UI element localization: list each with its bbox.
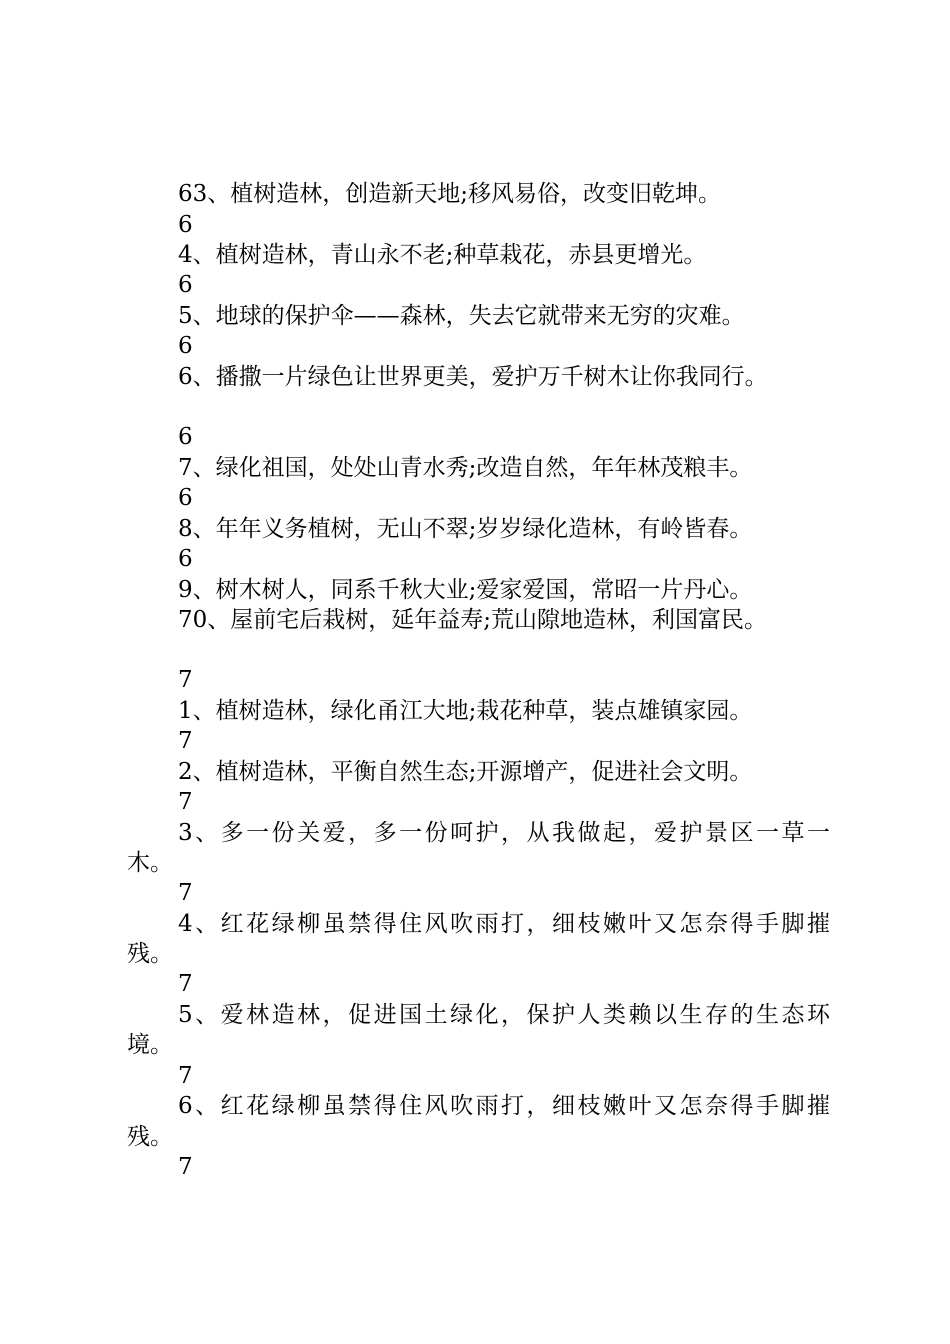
- slogan-line: 2、植树造林，平衡自然生态;开源增产，促进社会文明。: [178, 759, 753, 785]
- slogan-line: 4、植树造林，青山永不老;种草栽花，赤县更增光。: [178, 242, 707, 268]
- number-line: 7: [178, 667, 193, 693]
- number-line: 6: [178, 333, 193, 359]
- slogan-continuation: 境。: [127, 1032, 173, 1058]
- slogan-line: 70、屋前宅后栽树，延年益寿;荒山隙地造林，利国富民。: [178, 607, 768, 633]
- number-line: 6: [178, 424, 193, 450]
- slogan-line: 7、绿化祖国，处处山青水秀;改造自然，年年林茂粮丰。: [178, 455, 753, 481]
- number-line: 6: [178, 546, 193, 572]
- slogan-line: 5、爱林造林，促进国土绿化，保护人类赖以生存的生态环: [178, 1002, 830, 1028]
- slogan-continuation: 残。: [127, 1124, 173, 1150]
- slogan-line: 8、年年义务植树，无山不翠;岁岁绿化造林，有岭皆春。: [178, 516, 753, 542]
- number-line: 7: [178, 1063, 193, 1089]
- number-line: 7: [178, 880, 193, 906]
- slogan-line: 4、红花绿柳虽禁得住风吹雨打，细枝嫩叶又怎奈得手脚摧: [178, 911, 830, 937]
- slogan-line: 63、植树造林，创造新天地;移风易俗，改变旧乾坤。: [178, 181, 722, 207]
- number-line: 6: [178, 212, 193, 238]
- number-line: 7: [178, 971, 193, 997]
- number-line: 6: [178, 485, 193, 511]
- slogan-line: 6、红花绿柳虽禁得住风吹雨打，细枝嫩叶又怎奈得手脚摧: [178, 1093, 830, 1119]
- slogan-line: 3、多一份关爱，多一份呵护，从我做起，爱护景区一草一: [178, 820, 830, 846]
- slogan-continuation: 残。: [127, 941, 173, 967]
- slogan-line: 1、植树造林，绿化甬江大地;栽花种草，装点雄镇家园。: [178, 698, 753, 724]
- number-line: 6: [178, 272, 193, 298]
- number-line: 7: [178, 1154, 193, 1180]
- slogan-line: 6、播撒一片绿色让世界更美，爱护万千树木让你我同行。: [178, 364, 768, 390]
- number-line: 7: [178, 728, 193, 754]
- slogan-continuation: 木。: [127, 850, 173, 876]
- slogan-line: 5、地球的保护伞——森林，失去它就带来无穷的灾难。: [178, 303, 745, 329]
- slogan-line: 9、树木树人，同系千秋大业;爱家爱国，常昭一片丹心。: [178, 577, 753, 603]
- number-line: 7: [178, 789, 193, 815]
